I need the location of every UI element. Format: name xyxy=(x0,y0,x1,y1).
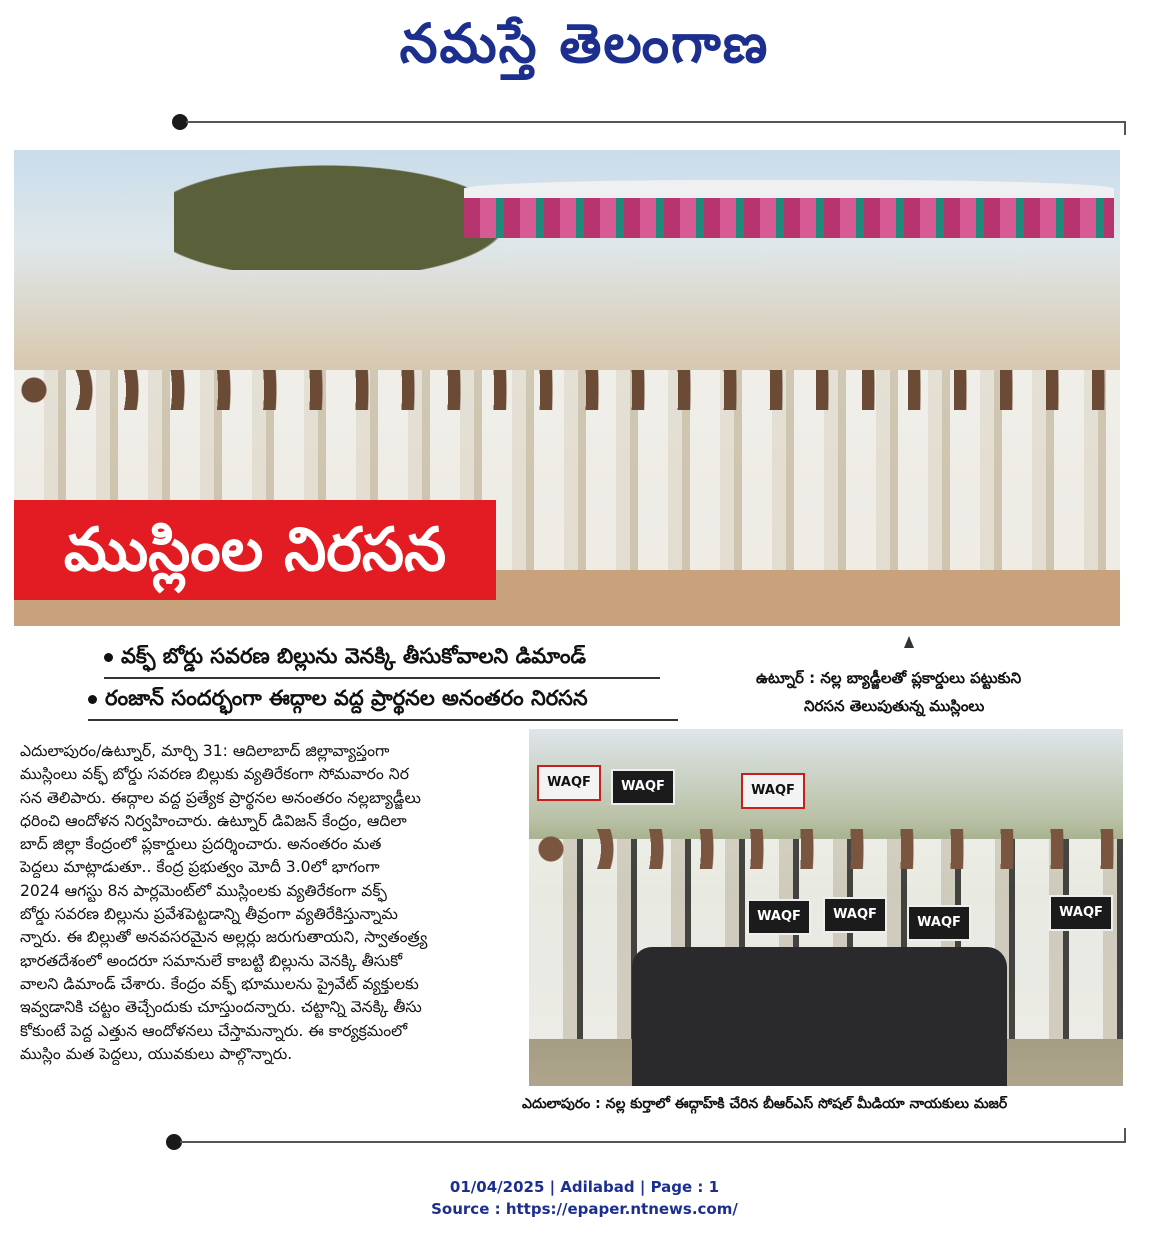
waqf-placard: WAQF xyxy=(611,769,675,805)
waqf-placard: WAQF xyxy=(1049,895,1113,931)
photo-2-crowd-heads xyxy=(529,829,1123,869)
waqf-placard: WAQF xyxy=(741,773,805,809)
bullet-1 xyxy=(104,644,586,674)
bullet-2 xyxy=(88,686,588,716)
photo-caption-2: ఎదులాపురం : నల్ల కుర్తాలో ఈద్గాహ్‌కి చేరిన బీఆర్ఎస్ సోషల్ మీడియా నాయకులు మజర్ xyxy=(522,1096,1008,1112)
article-line: పెద్దలు మాట్లాడుతూ.. కేంద్ర ప్రభుత్వం మోదీ 3.0లో భాగంగా xyxy=(20,858,380,877)
article-line: ధరించి ఆందోళన నిర్వహించారు. ఉట్నూర్ డివిజన్ కేంద్రం, ఆదిలా xyxy=(20,811,407,830)
article-line: ఇవ్వడానికి చట్టం తెచ్చేందుకు చూస్తుందన్నారు. చట్టాన్ని వెనక్కి తీసు xyxy=(20,998,422,1017)
waqf-placard: WAQF xyxy=(823,897,887,933)
bullet-2-text: రంజాన్ సందర్భంగా ఈద్గాల వద్ద ప్రార్థనల అనంతరం నిరసన xyxy=(105,686,588,710)
article-line: ముస్లిం మత పెద్దలు, యువకులు పాల్గొన్నారు. xyxy=(20,1044,293,1063)
rule-bottom xyxy=(180,1141,1126,1143)
footer-date-line: 01/04/2025 | Adilabad | Page : 1 xyxy=(449,1178,720,1196)
photo-caption-1 xyxy=(756,664,1116,720)
caption-pointer-icon xyxy=(904,636,914,648)
article-line: 2024 ఆగస్టు 8న పార్లమెంట్‌లో ముస్లింలకు వ్యతిరేకంగా వక్ఫ్ xyxy=(20,881,387,900)
photo-tent xyxy=(464,198,1114,238)
bullet-1-text: వక్ఫ్ బోర్డు సవరణ బిల్లును వెనక్కి తీసుకోవాలని డిమాండ్ xyxy=(121,644,587,668)
waqf-placard: WAQF xyxy=(907,905,971,941)
article-line: ఎదులాపురం/ఉట్నూర్, మార్చి 31: ఆదిలాబాద్ జిల్లావ్యాప్తంగా xyxy=(20,742,390,760)
article-line: కోకుంటే పెద్ద ఎత్తున ఆందోళనలు చేస్తామన్నారు. ఈ కార్యక్రమంలో xyxy=(20,1021,408,1040)
second-protest-photo xyxy=(529,729,1123,1086)
article-line: బాద్ జిల్లా కేంద్రంలో ప్లకార్డులు ప్రదర్శించారు. అనంతరం మత xyxy=(20,835,382,854)
black-cloth-banner xyxy=(632,947,1007,1086)
bullet-1-underline xyxy=(104,677,660,679)
article-line: భారతదేశంలో అందరూ సమానులే కాబట్టి బిల్లును వెనక్కి తీసుకో xyxy=(20,951,403,970)
article-line: న్నారు. ఈ బిల్లుతో అనవసరమైన అల్లర్లు జరుగుతాయని, స్వాతంత్ర్య xyxy=(20,928,428,947)
caption-1-line-1: ఉట్నూర్ : నల్ల బ్యాడ్జీలతో ప్లకార్డులు పట్టుకుని xyxy=(756,669,1022,687)
masthead-title: నమస్తే తెలంగాణ xyxy=(399,11,770,75)
headline: ముస్లింల నిరసన xyxy=(14,500,496,600)
footer-source-link[interactable]: Source : https://epaper.ntnews.com/ xyxy=(431,1200,738,1218)
article-line: బోర్డు సవరణ బిల్లును ప్రవేశపెట్టడాన్ని తీవ్రంగా వ్యతిరేకిస్తున్నామ xyxy=(20,905,398,924)
caption-1-line-2: నిరసన తెలుపుతున్న ముస్లింలు xyxy=(804,697,985,715)
rule-bottom-right xyxy=(1124,1128,1126,1143)
article-line: ముస్లింలు వక్ఫ్ బోర్డు సవరణ బిల్లుకు వ్యతిరేకంగా సోమవారం నిర xyxy=(20,765,409,784)
rule-top xyxy=(186,121,1126,123)
article-line: సన తెలిపారు. ఈద్గాల వద్ద ప్రత్యేక ప్రార్థనల అనంతరం నల్లబ్యాడ్జీలు xyxy=(20,788,421,807)
bullet-dot xyxy=(88,695,97,704)
photo-crowd-heads xyxy=(14,370,1120,410)
waqf-placard: WAQF xyxy=(537,765,601,801)
rule-top-right xyxy=(1124,121,1126,135)
article-line: వాలని డిమాండ్ చేశారు. కేంద్రం వక్ఫ్ భూములను ప్రైవేట్ వ్యక్తులకు xyxy=(20,974,419,993)
article-body xyxy=(20,740,512,1066)
waqf-placard: WAQF xyxy=(747,899,811,935)
bullet-dot xyxy=(104,653,113,662)
bullet-2-underline xyxy=(88,719,678,721)
